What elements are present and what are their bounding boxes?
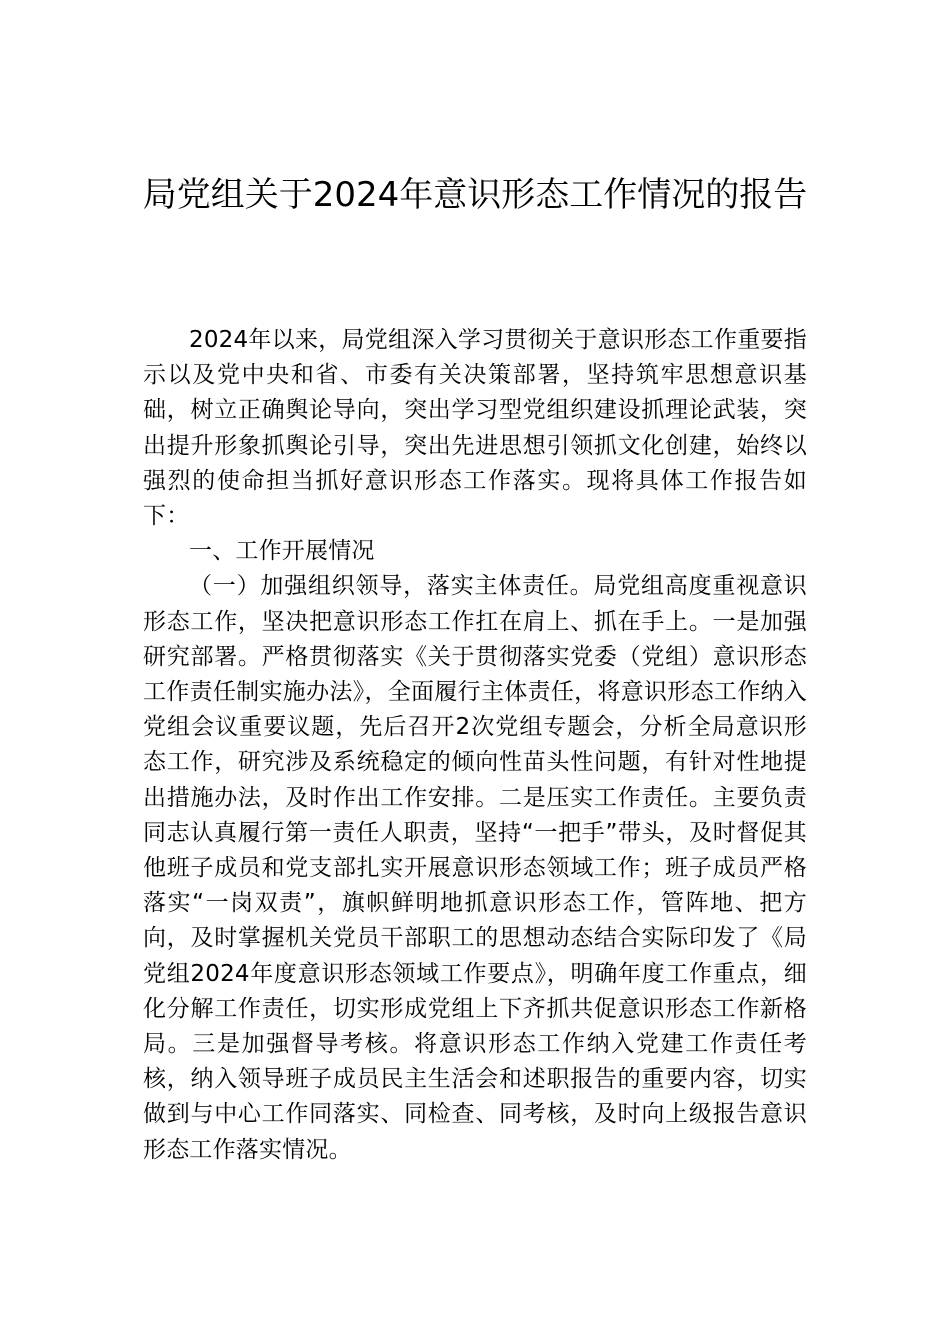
section-heading: 一、工作开展情况 — [189, 538, 375, 565]
intro-paragraph: 2024年以来，局党组深入学习贯彻关于意识形态工作重要指示以及党中央和省、市委有关决策部署，坚持筑牢思想意识基础，树立正确舆论导向，突出学习型党组织建设抓理论武装，突出提升形象抓舆论引导，突出先进思想引领抓文化创建，始终以强烈的使命担当抓好意识形态工作落实。现将具体工作报告如下： — [143, 327, 807, 530]
body-paragraph: （一）加强组织领导，落实主体责任。局党组高度重视意识形态工作，坚决把意识形态工作扛在肩上、抓在手上。一是加强研究部署。严格贯彻落实《关于贯彻落实党委（党组）意识形态工作责任制实施办法》，全面履行主体责任，将意识形态工作纳入党组会议重要议题，先后召开2次党组专题会，分析全局意识形态工作，研究涉及系统稳定的倾向性苗头性问题，有针对性地提出措施办法，及时作出工作安排。二是压实工作责任。主要负责同志认真履行第一责任人职责，坚持“一把手”带头，及时督促其他班子成员和党支部扎实开展意识形态领域工作；班子成员严格落实“一岗双责”，旗帜鲜明地抓意识形态工作，管阵地、把方向，及时掌握机关党员干部职工的思想动态结合实际印发了《局党组2024年度意识形态领域工作要点》，明确年度工作重点，细化分解工作责任，切实形成党组上下齐抓共促意识形态工作新格局。三是加强督导考核。将意识形态工作纳入党建工作责任考核，纳入领导班子成员民主生活会和述职报告的重要内容，切实做到与中心工作同落实、同检查、同考核，及时向上级报告意识形态工作落实情况。 — [143, 573, 807, 1163]
document-body — [143, 323, 807, 1168]
document-title: 局党组关于2024年意识形态工作情况的报告 — [142, 175, 808, 215]
